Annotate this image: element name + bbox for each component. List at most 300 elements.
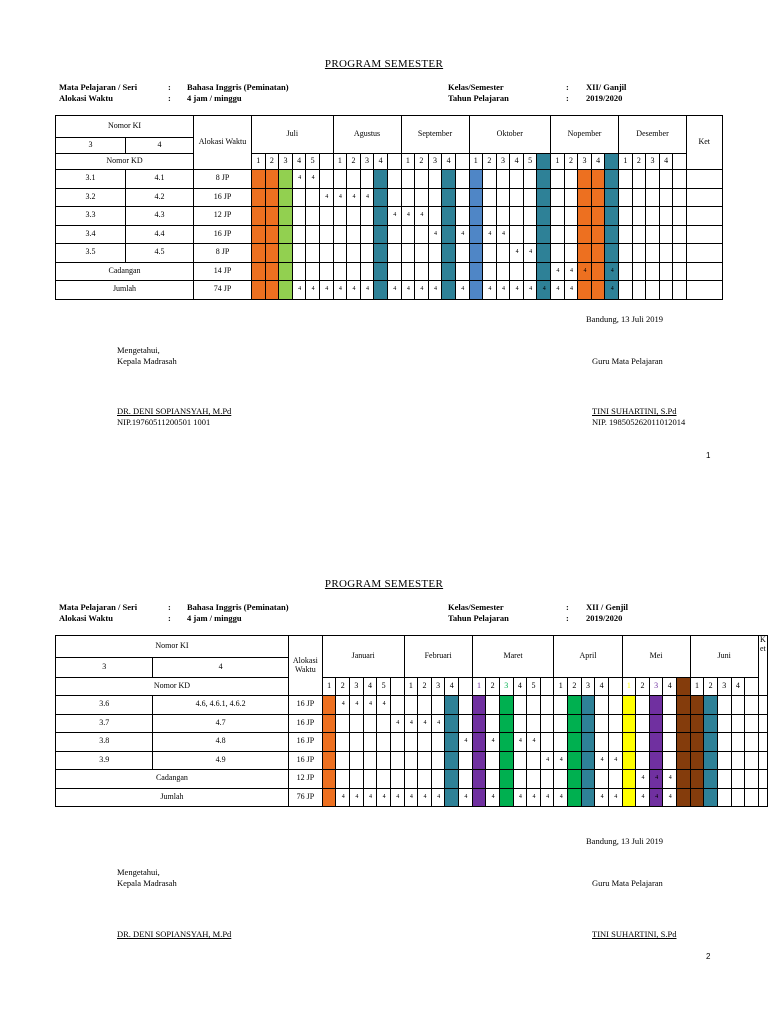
mapel-value: Bahasa Inggris (Peminatan): [187, 82, 289, 92]
week-number: 2: [636, 678, 650, 696]
alokasi-value: 4 jam / minggu: [187, 613, 242, 623]
kepala-nip: NIP.19760511200501 1001: [117, 417, 211, 427]
schedule-cell: [442, 281, 456, 300]
schedule-cell: [564, 225, 578, 244]
schedule-cell: [551, 225, 565, 244]
schedule-cell: [619, 207, 633, 226]
schedule-cell: [418, 751, 432, 770]
schedule-cell: [690, 696, 704, 715]
month-separator: [387, 154, 401, 170]
schedule-mark: 4: [418, 788, 432, 807]
schedule-cell: [595, 696, 609, 715]
jp-cell: 8 JP: [194, 244, 252, 263]
schedule-cell: [472, 751, 486, 770]
week-number: 3: [581, 678, 595, 696]
schedule-cell: [608, 733, 622, 752]
ket-cell: [758, 751, 767, 770]
table-row: [56, 714, 768, 733]
schedule-cell: [428, 207, 442, 226]
schedule-cell: [673, 244, 687, 263]
schedule-cell: [554, 770, 568, 789]
schedule-cell: [591, 207, 605, 226]
schedule-mark: 4: [306, 170, 320, 189]
schedule-cell: [578, 281, 592, 300]
schedule-mark: 4: [595, 751, 609, 770]
week-number: 1: [404, 678, 418, 696]
guru-nip: NIP. 198505262011012014: [592, 417, 686, 427]
mapel-label: Mata Pelajaran / Seri: [59, 602, 138, 612]
schedule-cell: [442, 188, 456, 207]
schedule-mark: 4: [564, 262, 578, 281]
schedule-cell: [445, 788, 459, 807]
schedule-cell: [523, 262, 537, 281]
schedule-cell: [387, 170, 401, 189]
schedule-mark: 4: [459, 733, 473, 752]
schedule-cell: [390, 751, 404, 770]
month-header: September: [401, 116, 469, 154]
schedule-cell: [306, 244, 320, 263]
schedule-cell: [690, 788, 704, 807]
schedule-cell: [252, 225, 266, 244]
ket-cell: [687, 207, 723, 226]
schedule-cell: [568, 751, 582, 770]
schedule-cell: [537, 207, 551, 226]
schedule-cell: [252, 188, 266, 207]
week-number: 4: [292, 154, 306, 170]
schedule-cell: [690, 714, 704, 733]
week-number: 1: [690, 678, 704, 696]
week-number: 1: [472, 678, 486, 696]
semester-table: [55, 115, 723, 300]
mapel-colon: :: [168, 82, 171, 92]
week-number: 2: [265, 154, 279, 170]
schedule-cell: [717, 696, 731, 715]
schedule-cell: [581, 770, 595, 789]
page-title: PROGRAM SEMESTER: [324, 578, 444, 590]
schedule-cell: [540, 696, 554, 715]
table-row: [56, 751, 768, 770]
schedule-cell: [659, 262, 673, 281]
schedule-cell: [591, 262, 605, 281]
schedule-cell: [591, 281, 605, 300]
week-number: 5: [527, 678, 541, 696]
week-number: 3: [499, 678, 513, 696]
schedule-cell: [677, 770, 691, 789]
kd4-cell: 4.5: [126, 244, 194, 263]
ket-header: Ket: [687, 116, 723, 170]
schedule-mark: 4: [486, 733, 500, 752]
schedule-cell: [551, 188, 565, 207]
month-header: Nopember: [551, 116, 619, 154]
schedule-cell: [646, 244, 660, 263]
schedule-cell: [523, 225, 537, 244]
schedule-cell: [279, 170, 293, 189]
schedule-cell: [445, 714, 459, 733]
schedule-cell: [252, 281, 266, 300]
schedule-cell: [673, 207, 687, 226]
schedule-cell: [578, 244, 592, 263]
schedule-cell: [649, 751, 663, 770]
schedule-cell: [363, 714, 377, 733]
schedule-cell: [499, 751, 513, 770]
schedule-cell: [499, 770, 513, 789]
week-number: 4: [445, 678, 459, 696]
schedule-cell: [578, 225, 592, 244]
schedule-cell: [322, 733, 336, 752]
schedule-cell: [472, 714, 486, 733]
schedule-cell: [415, 262, 429, 281]
schedule-cell: [568, 696, 582, 715]
schedule-cell: [279, 225, 293, 244]
schedule-cell: [564, 244, 578, 263]
mengetahui-label: Mengetahui,: [117, 867, 160, 877]
schedule-cell: [537, 170, 551, 189]
schedule-cell: [523, 170, 537, 189]
schedule-cell: [605, 225, 619, 244]
schedule-cell: [265, 281, 279, 300]
program-table: [55, 635, 768, 807]
schedule-cell: [404, 696, 418, 715]
schedule-mark: 4: [649, 770, 663, 789]
week-row: [56, 678, 768, 696]
schedule-cell: [415, 244, 429, 263]
schedule-cell: [445, 751, 459, 770]
schedule-cell: [350, 770, 364, 789]
kepala-label: Kepala Madrasah: [117, 356, 177, 366]
summary-row: [56, 788, 768, 807]
kd3-cell: 3.3: [56, 207, 126, 226]
alokasi-value: 4 jam / minggu: [187, 93, 242, 103]
schedule-mark: 4: [360, 281, 374, 300]
schedule-cell: [347, 225, 361, 244]
schedule-cell: [469, 262, 483, 281]
schedule-mark: 4: [523, 281, 537, 300]
schedule-cell: [336, 714, 350, 733]
schedule-cell: [523, 207, 537, 226]
week-number: 4: [363, 678, 377, 696]
schedule-cell: [431, 751, 445, 770]
schedule-cell: [619, 170, 633, 189]
kd4-cell: 4.6, 4.6.1, 4.6.2: [153, 696, 288, 715]
schedule-cell: [564, 170, 578, 189]
schedule-cell: [350, 714, 364, 733]
schedule-cell: [350, 751, 364, 770]
schedule-cell: [279, 188, 293, 207]
schedule-cell: [442, 244, 456, 263]
schedule-mark: 4: [336, 696, 350, 715]
schedule-cell: [690, 733, 704, 752]
ki-3: 3: [56, 138, 126, 154]
schedule-cell: [551, 244, 565, 263]
schedule-cell: [347, 262, 361, 281]
kd4-cell: 4.1: [126, 170, 194, 189]
schedule-cell: [608, 696, 622, 715]
schedule-cell: [265, 244, 279, 263]
schedule-cell: [677, 733, 691, 752]
ki-3: 3: [56, 658, 153, 678]
schedule-cell: [677, 788, 691, 807]
schedule-cell: [322, 714, 336, 733]
schedule-cell: [401, 262, 415, 281]
schedule-mark: 4: [350, 788, 364, 807]
schedule-mark: 4: [527, 733, 541, 752]
schedule-mark: 4: [510, 281, 524, 300]
schedule-cell: [608, 770, 622, 789]
schedule-mark: 4: [418, 714, 432, 733]
schedule-mark: 4: [387, 207, 401, 226]
schedule-mark: 4: [387, 281, 401, 300]
schedule-cell: [374, 188, 388, 207]
schedule-mark: 4: [483, 281, 497, 300]
week-number: 3: [279, 154, 293, 170]
schedule-mark: 4: [554, 788, 568, 807]
schedule-cell: [591, 244, 605, 263]
schedule-cell: [306, 207, 320, 226]
week-number: 1: [551, 154, 565, 170]
schedule-cell: [540, 770, 554, 789]
schedule-cell: [499, 714, 513, 733]
schedule-cell: [591, 170, 605, 189]
schedule-cell: [469, 244, 483, 263]
schedule-cell: [646, 281, 660, 300]
schedule-mark: 4: [333, 281, 347, 300]
schedule-cell: [387, 225, 401, 244]
schedule-cell: [591, 188, 605, 207]
schedule-cell: [578, 188, 592, 207]
week-number: 2: [632, 154, 646, 170]
schedule-cell: [279, 244, 293, 263]
mengetahui-label: Mengetahui,: [117, 345, 160, 355]
schedule-cell: [510, 207, 524, 226]
week-number: 3: [360, 154, 374, 170]
schedule-cell: [731, 788, 745, 807]
schedule-cell: [252, 170, 266, 189]
schedule-mark: 4: [636, 788, 650, 807]
week-number: 1: [401, 154, 415, 170]
kelas-value: XII / Genjil: [586, 602, 629, 612]
schedule-cell: [279, 207, 293, 226]
schedule-cell: [537, 244, 551, 263]
schedule-cell: [459, 714, 473, 733]
schedule-cell: [428, 244, 442, 263]
schedule-cell: [469, 207, 483, 226]
schedule-cell: [279, 281, 293, 300]
week-number: 3: [496, 154, 510, 170]
schedule-cell: [387, 262, 401, 281]
schedule-cell: [445, 770, 459, 789]
header-row: [56, 636, 768, 658]
schedule-cell: [486, 770, 500, 789]
nomor-ki-header: Nomor KI: [56, 116, 194, 138]
ket-cell: [687, 170, 723, 189]
week-number: 3: [649, 678, 663, 696]
schedule-cell: [622, 696, 636, 715]
schedule-cell: [731, 696, 745, 715]
schedule-cell: [649, 733, 663, 752]
schedule-mark: 4: [554, 751, 568, 770]
schedule-cell: [431, 733, 445, 752]
schedule-cell: [605, 207, 619, 226]
schedule-mark: 4: [605, 262, 619, 281]
schedule-mark: 4: [578, 262, 592, 281]
schedule-cell: [499, 788, 513, 807]
schedule-cell: [469, 225, 483, 244]
schedule-mark: 4: [513, 788, 527, 807]
schedule-mark: 4: [455, 281, 469, 300]
jp-cell: 12 JP: [194, 207, 252, 226]
schedule-mark: 4: [363, 696, 377, 715]
schedule-cell: [619, 244, 633, 263]
schedule-cell: [472, 788, 486, 807]
schedule-cell: [745, 714, 759, 733]
schedule-cell: [363, 770, 377, 789]
nomor-kd-header: Nomor KD: [56, 154, 194, 170]
schedule-cell: [619, 225, 633, 244]
schedule-cell: [455, 244, 469, 263]
schedule-cell: [415, 188, 429, 207]
schedule-mark: 4: [595, 788, 609, 807]
schedule-mark: 4: [564, 281, 578, 300]
schedule-cell: [704, 696, 718, 715]
schedule-cell: [252, 262, 266, 281]
schedule-cell: [445, 696, 459, 715]
schedule-cell: [527, 751, 541, 770]
schedule-cell: [442, 207, 456, 226]
ki-4: 4: [126, 138, 194, 154]
kelas-label: Kelas/Semester: [448, 82, 504, 92]
schedule-mark: 4: [459, 788, 473, 807]
schedule-cell: [551, 207, 565, 226]
schedule-cell: [527, 770, 541, 789]
week-number: 4: [659, 154, 673, 170]
schedule-cell: [595, 770, 609, 789]
schedule-cell: [646, 262, 660, 281]
schedule-cell: [510, 225, 524, 244]
schedule-cell: [333, 170, 347, 189]
schedule-cell: [605, 188, 619, 207]
schedule-cell: [390, 696, 404, 715]
schedule-cell: [322, 751, 336, 770]
schedule-cell: [360, 262, 374, 281]
schedule-cell: [677, 696, 691, 715]
schedule-mark: 4: [649, 788, 663, 807]
kd3-cell: 3.5: [56, 244, 126, 263]
page-1: [0, 0, 768, 512]
schedule-cell: [646, 207, 660, 226]
schedule-cell: [646, 225, 660, 244]
schedule-cell: [336, 751, 350, 770]
schedule-cell: [415, 225, 429, 244]
schedule-cell: [418, 733, 432, 752]
schedule-mark: 4: [551, 281, 565, 300]
table-row: [56, 207, 723, 226]
schedule-cell: [659, 170, 673, 189]
ket-cell: [687, 281, 723, 300]
schedule-cell: [622, 714, 636, 733]
schedule-cell: [442, 262, 456, 281]
mapel-value: Bahasa Inggris (Peminatan): [187, 602, 289, 612]
month-header: Oktober: [469, 116, 551, 154]
schedule-cell: [636, 714, 650, 733]
schedule-cell: [347, 170, 361, 189]
schedule-cell: [363, 751, 377, 770]
schedule-cell: [428, 262, 442, 281]
schedule-cell: [659, 244, 673, 263]
schedule-mark: 4: [363, 788, 377, 807]
schedule-cell: [673, 170, 687, 189]
schedule-mark: 4: [527, 788, 541, 807]
kd3-cell: 3.1: [56, 170, 126, 189]
jp-cell: 76 JP: [288, 788, 322, 807]
schedule-mark: 4: [404, 714, 418, 733]
schedule-cell: [745, 733, 759, 752]
schedule-mark: 4: [377, 696, 391, 715]
schedule-cell: [605, 170, 619, 189]
schedule-cell: [442, 170, 456, 189]
month-header: Desember: [619, 116, 687, 154]
schedule-cell: [445, 733, 459, 752]
schedule-cell: [605, 244, 619, 263]
week-number: 2: [418, 678, 432, 696]
schedule-cell: [499, 733, 513, 752]
row-label: Jumlah: [56, 788, 289, 807]
kd3-cell: 3.4: [56, 225, 126, 244]
week-number: 5: [523, 154, 537, 170]
alokasi-header: Alokasi Waktu: [288, 636, 322, 696]
month-separator: [459, 678, 473, 696]
summary-row: [56, 770, 768, 789]
schedule-mark: 4: [510, 244, 524, 263]
kd4-cell: 4.3: [126, 207, 194, 226]
week-number: 2: [336, 678, 350, 696]
schedule-cell: [306, 225, 320, 244]
week-number: 3: [431, 678, 445, 696]
alokasi-colon: :: [168, 93, 171, 103]
alokasi-label: Alokasi Waktu: [59, 613, 113, 623]
schedule-mark: 4: [390, 788, 404, 807]
schedule-mark: 4: [390, 714, 404, 733]
schedule-cell: [377, 770, 391, 789]
schedule-cell: [292, 244, 306, 263]
week-number: 2: [564, 154, 578, 170]
schedule-cell: [717, 770, 731, 789]
schedule-cell: [374, 207, 388, 226]
ket-cell: [687, 188, 723, 207]
tahun-value: 2019/2020: [586, 613, 623, 623]
schedule-cell: [704, 714, 718, 733]
schedule-cell: [483, 170, 497, 189]
schedule-cell: [537, 225, 551, 244]
schedule-mark: 4: [537, 281, 551, 300]
kd4-cell: 4.8: [153, 733, 288, 752]
week-number: 3: [350, 678, 364, 696]
kd3-cell: 3.7: [56, 714, 153, 733]
schedule-cell: [322, 788, 336, 807]
schedule-cell: [333, 225, 347, 244]
schedule-cell: [374, 170, 388, 189]
jp-cell: 16 JP: [288, 696, 322, 715]
schedule-cell: [483, 207, 497, 226]
table-row: [56, 696, 768, 715]
schedule-cell: [374, 244, 388, 263]
schedule-cell: [745, 770, 759, 789]
schedule-cell: [554, 696, 568, 715]
kepala-label: Kepala Madrasah: [117, 878, 177, 888]
schedule-mark: 4: [513, 733, 527, 752]
schedule-cell: [510, 262, 524, 281]
schedule-cell: [659, 225, 673, 244]
schedule-cell: [472, 733, 486, 752]
